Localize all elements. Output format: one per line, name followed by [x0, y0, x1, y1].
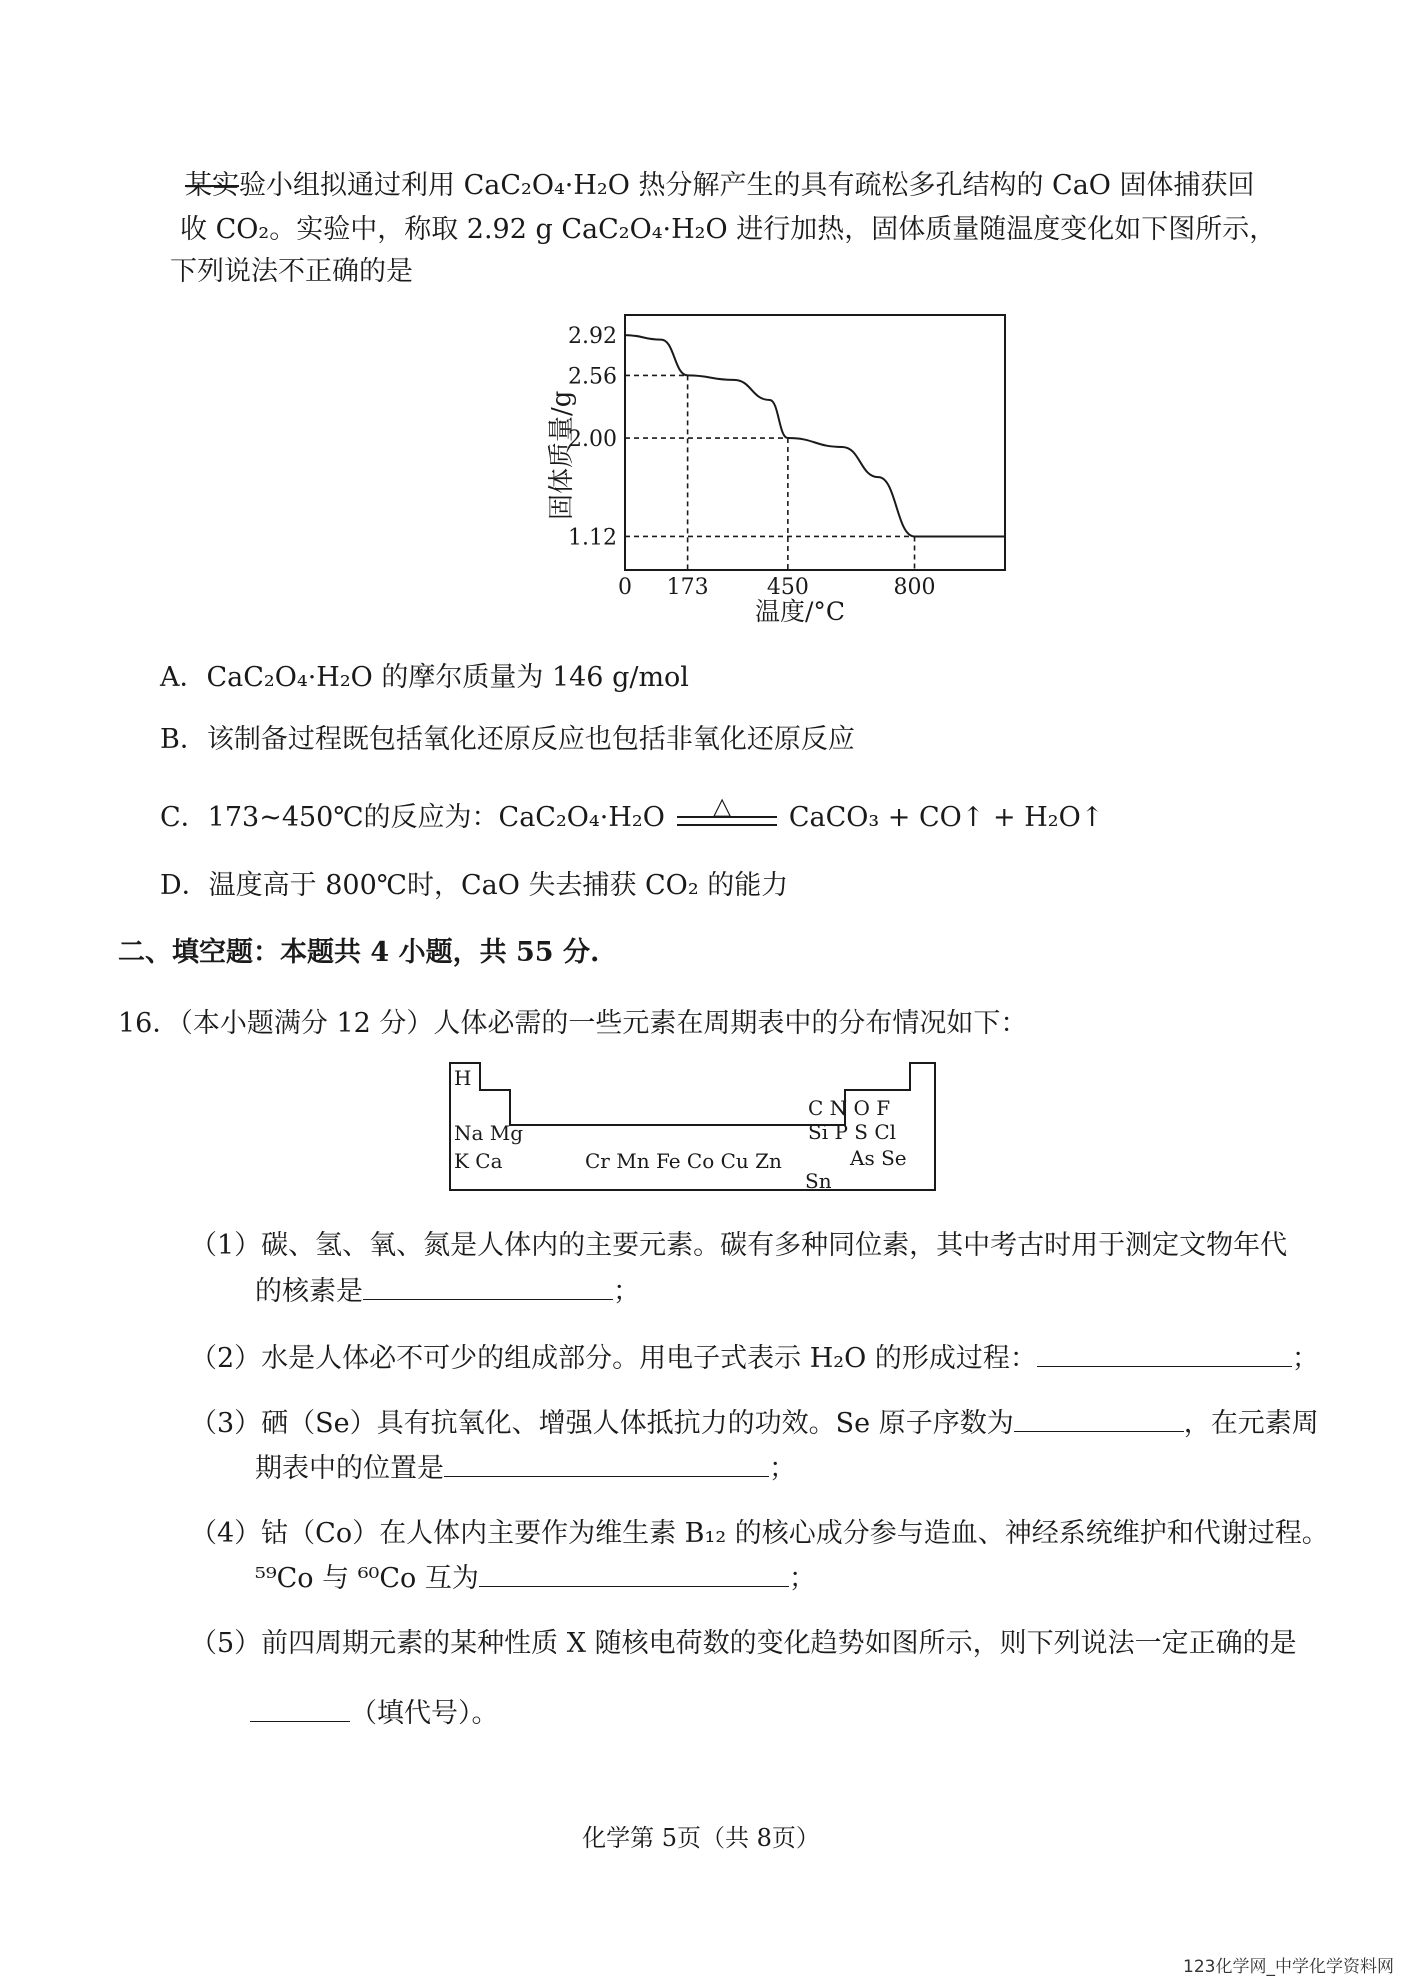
x-tick-label-2: 450	[766, 575, 809, 600]
x-tick-label-1: 173	[666, 575, 709, 600]
elements-transition: Cr Mn Fe Co Cu Zn	[585, 1149, 782, 1173]
answer-blank-3b[interactable]	[444, 1450, 769, 1477]
elements-c-n-o-f: C N O F	[808, 1096, 891, 1120]
q16-part-5-suffix: （填代号）。	[350, 1698, 499, 1729]
answer-blank-4[interactable]	[479, 1560, 789, 1587]
q16-part-3-text: （3）硒（Se）具有抗氧化、增强人体抵抗力的功效。Se 原子序数为	[190, 1408, 1014, 1439]
q16-part-2-text: （2）水是人体必不可少的组成部分。用电子式表示 H₂O 的形成过程：	[190, 1343, 1037, 1374]
double-line-top	[677, 816, 777, 818]
q16-part-5-line-1: （5）前四周期元素的某种性质 X 随核电荷数的变化趋势如图所示，则下列说法一定正确的是	[190, 1628, 1297, 1659]
element-h: H	[454, 1066, 472, 1090]
question-stem-line-1	[185, 168, 1255, 204]
q16-part-3-mid: ，在元素周	[1183, 1408, 1319, 1439]
element-sn: Sn	[805, 1169, 832, 1193]
q16-part-4-prefix: ⁵⁹Co 与 ⁶⁰Co 互为	[255, 1563, 479, 1594]
q16-part-5-line-2	[250, 1695, 499, 1732]
q16-part-3-prefix: 期表中的位置是	[255, 1453, 444, 1484]
q16-part-4-line-2	[255, 1560, 816, 1597]
question-stem-line-3: 下列说法不正确的是	[170, 256, 413, 287]
question-16-intro: 16．（本小题满分 12 分）人体必需的一些元素在周期表中的分布情况如下：	[118, 1008, 1028, 1039]
option-a: A．CaC₂O₄·H₂O 的摩尔质量为 146 g/mol	[160, 662, 689, 693]
answer-blank-2[interactable]	[1037, 1340, 1292, 1367]
y-tick-label-0: 2.92	[568, 324, 617, 350]
option-c-left: C．173~450℃的反应为：CaC₂O₄·H₂O	[160, 802, 665, 833]
y-axis-label: 固体质量/g	[547, 390, 577, 520]
q16-part-1-line-2	[255, 1273, 640, 1310]
answer-blank-5[interactable]	[250, 1695, 350, 1722]
elements-as-se: As Se	[850, 1146, 907, 1170]
q16-part-1-line-1: （1）碳、氢、氧、氮是人体内的主要元素。碳有多种同位素，其中考古时用于测定文物年代	[190, 1230, 1288, 1261]
option-c-right: CaCO₃ + CO↑ + H₂O↑	[788, 802, 1104, 833]
x-tick-label-0: 0	[618, 575, 632, 600]
heat-symbol: △	[712, 791, 732, 820]
q16-part-1-prefix: 的核素是	[255, 1276, 363, 1307]
answer-blank-3a[interactable]	[1014, 1405, 1184, 1432]
elements-k-ca: K Ca	[454, 1149, 503, 1173]
q16-part-3-line-2	[255, 1450, 796, 1487]
double-line-bottom	[677, 824, 777, 826]
periodic-table-outline	[440, 1055, 1080, 1205]
q16-part-3-suffix: ；	[769, 1453, 796, 1484]
mass-curve	[625, 335, 1005, 536]
mass-temperature-chart	[500, 300, 1060, 630]
x-axis-label: 温度/°C	[755, 597, 846, 626]
section-title: 二、填空题：本题共 4 小题，共 55 分.	[118, 937, 600, 968]
site-watermark: 123化学网_中学化学资料网	[1183, 1957, 1394, 1977]
q16-part-1-suffix: ；	[613, 1276, 640, 1307]
q16-part-3-line-1	[190, 1405, 1319, 1442]
y-tick-label-2: 2.00	[568, 427, 617, 453]
page-footer: 化学第 5页（共 8页）	[582, 1824, 820, 1852]
option-d: D．温度高于 800℃时，CaO 失去捕获 CO₂ 的能力	[160, 870, 789, 901]
answer-blank-1[interactable]	[363, 1273, 613, 1300]
option-b: B．该制备过程既包括氧化还原反应也包括非氧化还原反应	[160, 724, 855, 755]
q16-part-2	[190, 1340, 1319, 1377]
q16-part-4-suffix: ；	[788, 1563, 816, 1594]
struck-word: 某实	[185, 170, 239, 201]
x-tick-label-3: 800	[893, 575, 936, 600]
elements-si-p-s-cl: Si P S Cl	[808, 1120, 897, 1144]
stem-line-1-text: 验小组拟通过利用 CaC₂O₄·H₂O 热分解产生的具有疏松多孔结构的 CaO 固体捕获回	[239, 170, 1255, 201]
elements-na-mg: Na Mg	[454, 1121, 524, 1145]
option-c	[160, 791, 1104, 836]
q16-part-2-suffix: ；	[1291, 1343, 1319, 1374]
dashed-guides	[625, 375, 915, 570]
question-stem-line-2: 收 CO₂。实验中，称取 2.92 g CaC₂O₄·H₂O 进行加热，固体质量随温度变化如下图所示，	[180, 214, 1277, 245]
y-tick-label-1: 2.56	[568, 364, 617, 390]
q16-part-4-line-1: （4）钴（Co）在人体内主要作为维生素 B₁₂ 的核心成分参与造血、神经系统维护和代谢过程。	[190, 1518, 1329, 1549]
reaction-condition-arrow	[677, 791, 777, 834]
y-tick-label-3: 1.12	[568, 525, 617, 551]
